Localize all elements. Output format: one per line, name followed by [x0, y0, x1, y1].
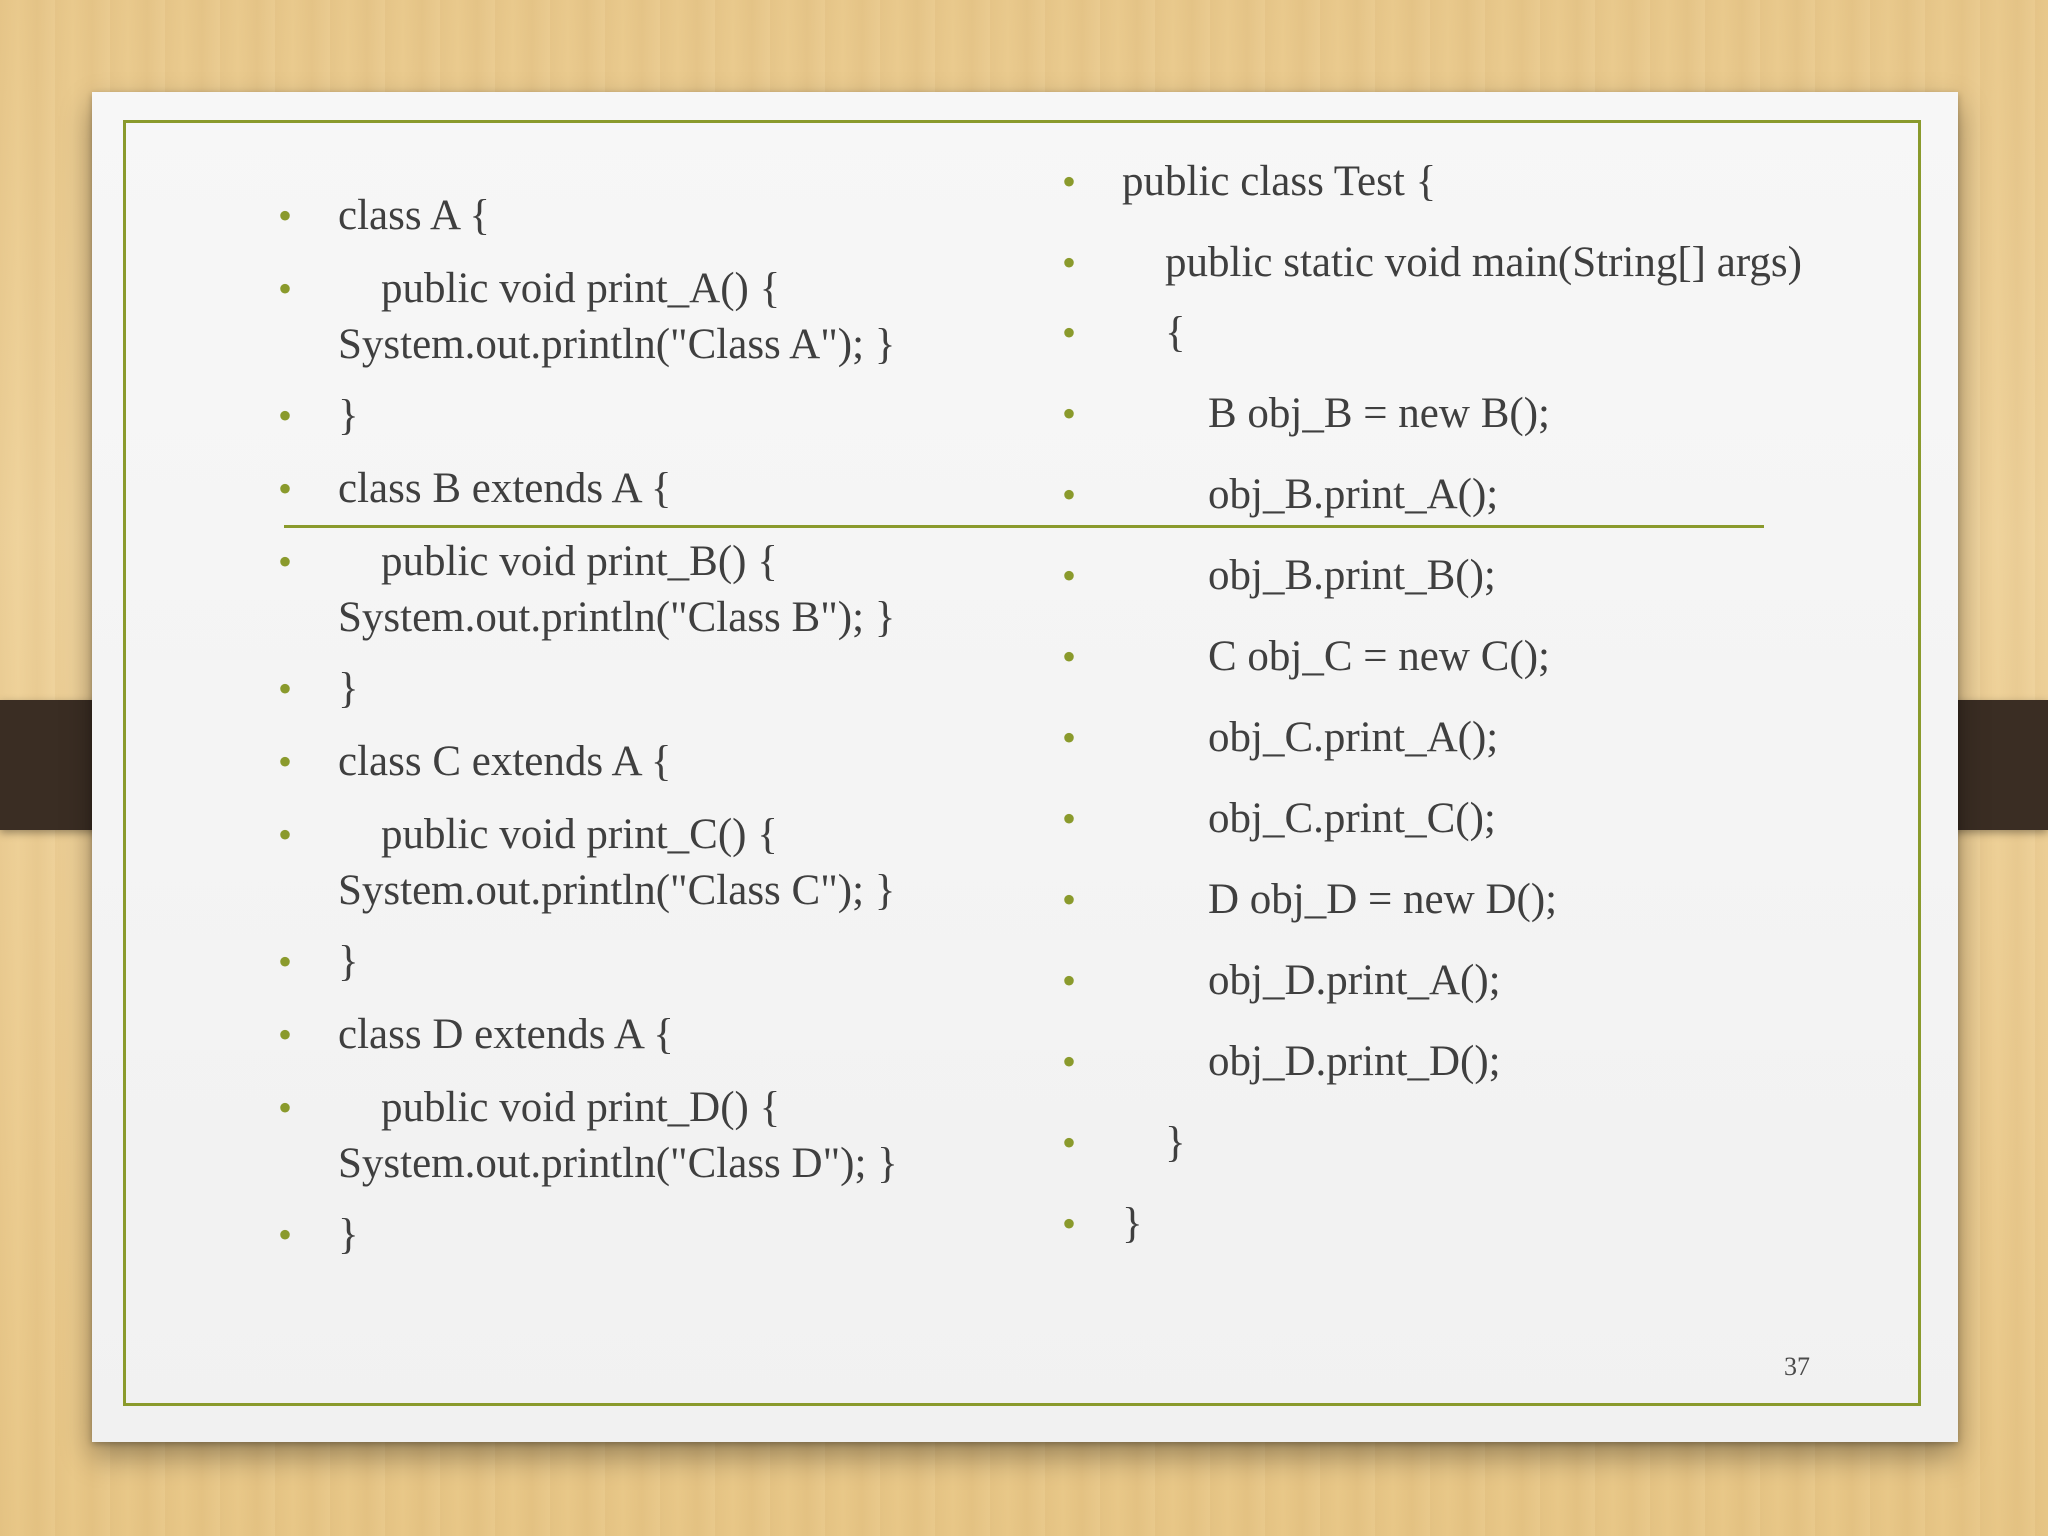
code-line: obj_B.print_A();	[1122, 471, 1499, 518]
code-line: class C extends A {	[338, 738, 672, 785]
bullet-icon: •	[278, 1085, 293, 1130]
bullet-icon: •	[278, 266, 293, 311]
list-item	[278, 388, 1018, 444]
bullet-icon: •	[278, 812, 293, 857]
bullet-icon: •	[1062, 958, 1077, 1003]
bullet-icon: •	[278, 466, 293, 511]
list-item	[278, 934, 1018, 990]
code-line: class B extends A {	[338, 465, 672, 512]
bullet-icon: •	[278, 1212, 293, 1257]
bullet-icon: •	[1062, 1120, 1077, 1165]
slide	[92, 92, 1958, 1442]
list-item	[1062, 386, 1862, 442]
code-line: }	[338, 1211, 359, 1258]
list-item	[278, 261, 1018, 373]
code-line: B obj_B = new B();	[1122, 390, 1550, 437]
bullet-icon: •	[278, 666, 293, 711]
code-line: {	[1122, 309, 1186, 356]
bullet-icon: •	[1062, 796, 1077, 841]
bullet-icon: •	[1062, 310, 1077, 355]
list-item	[1062, 710, 1862, 766]
list-item	[1062, 629, 1862, 685]
code-line: }	[338, 392, 359, 439]
code-line: public class Test {	[1122, 158, 1437, 205]
bullet-icon: •	[1062, 553, 1077, 598]
code-line: D obj_D = new D();	[1122, 876, 1558, 923]
bullet-icon: •	[1062, 1201, 1077, 1246]
list-item	[1062, 953, 1862, 1009]
list-item	[1062, 1196, 1862, 1252]
bullet-icon: •	[1062, 159, 1077, 204]
list-item	[1062, 305, 1862, 361]
right-code-column	[1062, 154, 1862, 1277]
bullet-icon: •	[1062, 240, 1077, 285]
code-line: obj_D.print_A();	[1122, 957, 1501, 1004]
code-line: obj_B.print_B();	[1122, 552, 1496, 599]
list-item	[278, 734, 1018, 790]
list-item	[278, 1207, 1018, 1263]
bullet-icon: •	[1062, 391, 1077, 436]
code-line: }	[1122, 1200, 1143, 1247]
code-line: public void print_B() { System.out.println("Class B"); }	[338, 538, 896, 641]
list-item	[1062, 467, 1862, 523]
code-line: obj_C.print_A();	[1122, 714, 1499, 761]
list-item	[278, 807, 1018, 919]
bullet-icon: •	[1062, 877, 1077, 922]
list-item	[278, 188, 1018, 244]
bullet-icon: •	[278, 1012, 293, 1057]
code-line: }	[338, 665, 359, 712]
code-line: }	[338, 938, 359, 985]
bullet-icon: •	[1062, 1039, 1077, 1084]
bullet-icon: •	[278, 739, 293, 784]
list-item	[278, 534, 1018, 646]
code-line: public static void main(String[] args)	[1122, 239, 1802, 286]
bullet-icon: •	[278, 939, 293, 984]
list-item	[1062, 154, 1862, 210]
list-item	[278, 1080, 1018, 1192]
list-item	[278, 461, 1018, 517]
bullet-icon: •	[1062, 715, 1077, 760]
list-item	[278, 661, 1018, 717]
bullet-icon: •	[1062, 472, 1077, 517]
bullet-icon: •	[1062, 634, 1077, 679]
list-item	[278, 1007, 1018, 1063]
code-line: class D extends A {	[338, 1011, 674, 1058]
code-line: public void print_D() { System.out.println("Class D"); }	[338, 1084, 898, 1187]
bullet-icon: •	[278, 539, 293, 584]
list-item	[1062, 1115, 1862, 1171]
bullet-icon: •	[278, 193, 293, 238]
code-line: obj_C.print_C();	[1122, 795, 1496, 842]
bullet-icon: •	[278, 393, 293, 438]
code-line: }	[1122, 1119, 1186, 1166]
code-line: C obj_C = new C();	[1122, 633, 1550, 680]
code-line: public void print_C() { System.out.println("Class C"); }	[338, 811, 896, 914]
code-line: obj_D.print_D();	[1122, 1038, 1501, 1085]
list-item	[1062, 548, 1862, 604]
code-line: public void print_A() { System.out.println("Class A"); }	[338, 265, 896, 368]
list-item	[1062, 791, 1862, 847]
list-item	[1062, 872, 1862, 928]
list-item	[1062, 1034, 1862, 1090]
page-number: 37	[1784, 1352, 1810, 1381]
left-code-column	[278, 188, 1018, 1280]
code-line: class A {	[338, 192, 491, 239]
list-item	[1062, 235, 1862, 291]
